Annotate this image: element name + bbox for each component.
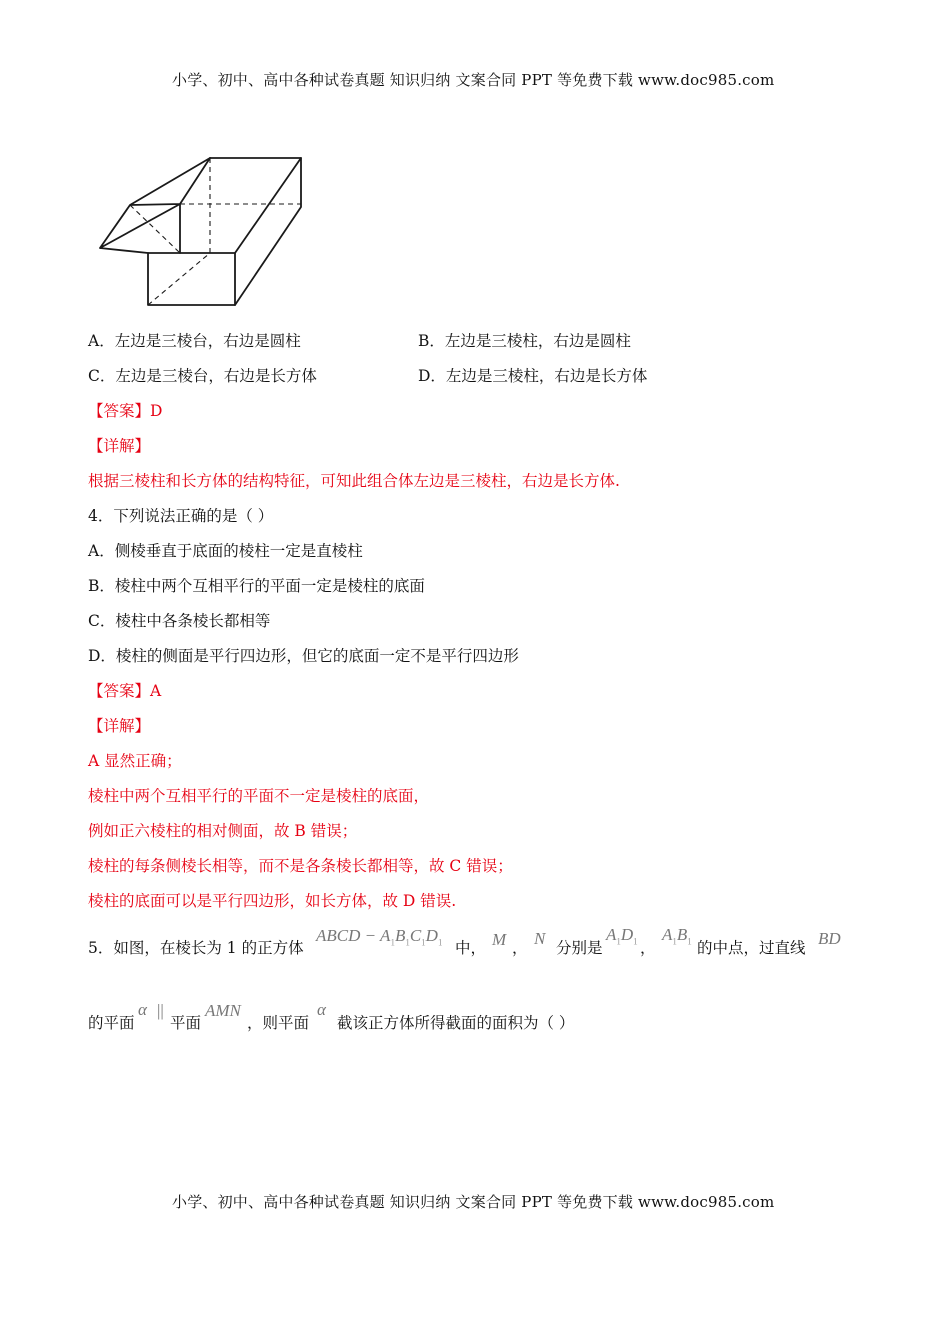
- q5-text-3: 分别是: [556, 939, 603, 957]
- q5-alpha-2: α: [317, 1000, 326, 1019]
- q5-segment-a1b1: $A_1B_1$: [662, 925, 692, 947]
- q3-option-d: D．左边是三棱柱，右边是长方体: [418, 367, 648, 385]
- q5-parallel-symbol: ||: [157, 1001, 164, 1020]
- q5-line2-text-4: 截该正方体所得截面的面积为（ ）: [337, 1014, 575, 1032]
- q3-detail: 根据三棱柱和长方体的结构特征，可知此组合体左边是三棱柱，右边是长方体.: [88, 472, 620, 490]
- hidden-edge-4: [130, 205, 180, 253]
- q5-line2-text-1: 的平面: [88, 1014, 135, 1032]
- page-footer: 小学、初中、高中各种试卷真题 知识归纳 文案合同 PPT 等免费下载 www.doc985.com: [172, 1193, 775, 1211]
- q5-cube-name: ABCD − $A_1B_1C_1D_1$: [316, 926, 443, 948]
- hidden-edge-3: [148, 253, 210, 305]
- page-header: 小学、初中、高中各种试卷真题 知识归纳 文案合同 PPT 等免费下载 www.doc985.com: [172, 71, 775, 89]
- q4-detail-line-3: 例如正六棱柱的相对侧面，故 B 错误；: [88, 822, 358, 840]
- q3-option-b: B．左边是三棱柱，右边是圆柱: [418, 332, 631, 350]
- q4-detail-label: 【详解】: [88, 717, 151, 735]
- box-right-edges: [235, 158, 301, 305]
- q4-stem: 4．下列说法正确的是（ ）: [88, 507, 274, 525]
- q4-detail-line-1: A 显然正确；: [88, 752, 182, 770]
- q4-detail-line-4: 棱柱的每条侧棱长相等，而不是各条棱长都相等，故 C 错误；: [88, 857, 513, 875]
- composite-solid-figure: [95, 150, 310, 310]
- q4-option-a: A．侧棱垂直于底面的棱柱一定是直棱柱: [88, 542, 363, 560]
- q5-line-bd: BD: [818, 929, 841, 948]
- q5-segment-a1d1: $A_1D_1$: [606, 925, 638, 947]
- q5-alpha: α: [138, 1000, 147, 1019]
- q3-detail-label: 【详解】: [88, 437, 151, 455]
- q3-answer: 【答案】D: [88, 402, 163, 420]
- q5-plane-amn: AMN: [205, 1001, 241, 1020]
- q4-option-b: B．棱柱中两个互相平行的平面一定是棱柱的底面: [88, 577, 425, 595]
- q5-line2-text-2: 平面: [170, 1014, 202, 1032]
- q5-point-m: M: [492, 930, 507, 949]
- q4-option-c: C．棱柱中各条棱长都相等: [88, 612, 271, 630]
- q5-comma: ，: [512, 939, 528, 957]
- q5-text-4: 的中点，过直线: [697, 939, 806, 957]
- q5-point-n: N: [534, 929, 546, 948]
- q3-option-c: C．左边是三棱台，右边是长方体: [88, 367, 317, 385]
- q4-answer: 【答案】A: [88, 682, 162, 700]
- prism-edges: [100, 158, 210, 253]
- q4-option-d: D．棱柱的侧面是平行四边形，但它的底面一定不是平行四边形: [88, 647, 519, 665]
- q5-sep: ，: [640, 939, 656, 957]
- q5-text-1: 5．如图，在棱长为 1 的正方体: [88, 939, 304, 957]
- q5-text-2: 中，: [455, 939, 487, 957]
- q5-line2-text-3: ，则平面: [247, 1014, 310, 1032]
- q4-detail-line-5: 棱柱的底面可以是平行四边形，如长方体，故 D 错误.: [88, 892, 457, 910]
- box-front-face: [148, 253, 235, 305]
- q4-detail-line-2: 棱柱中两个互相平行的平面不一定是棱柱的底面，: [88, 787, 430, 805]
- q3-option-a: A．左边是三棱台，右边是圆柱: [88, 332, 301, 350]
